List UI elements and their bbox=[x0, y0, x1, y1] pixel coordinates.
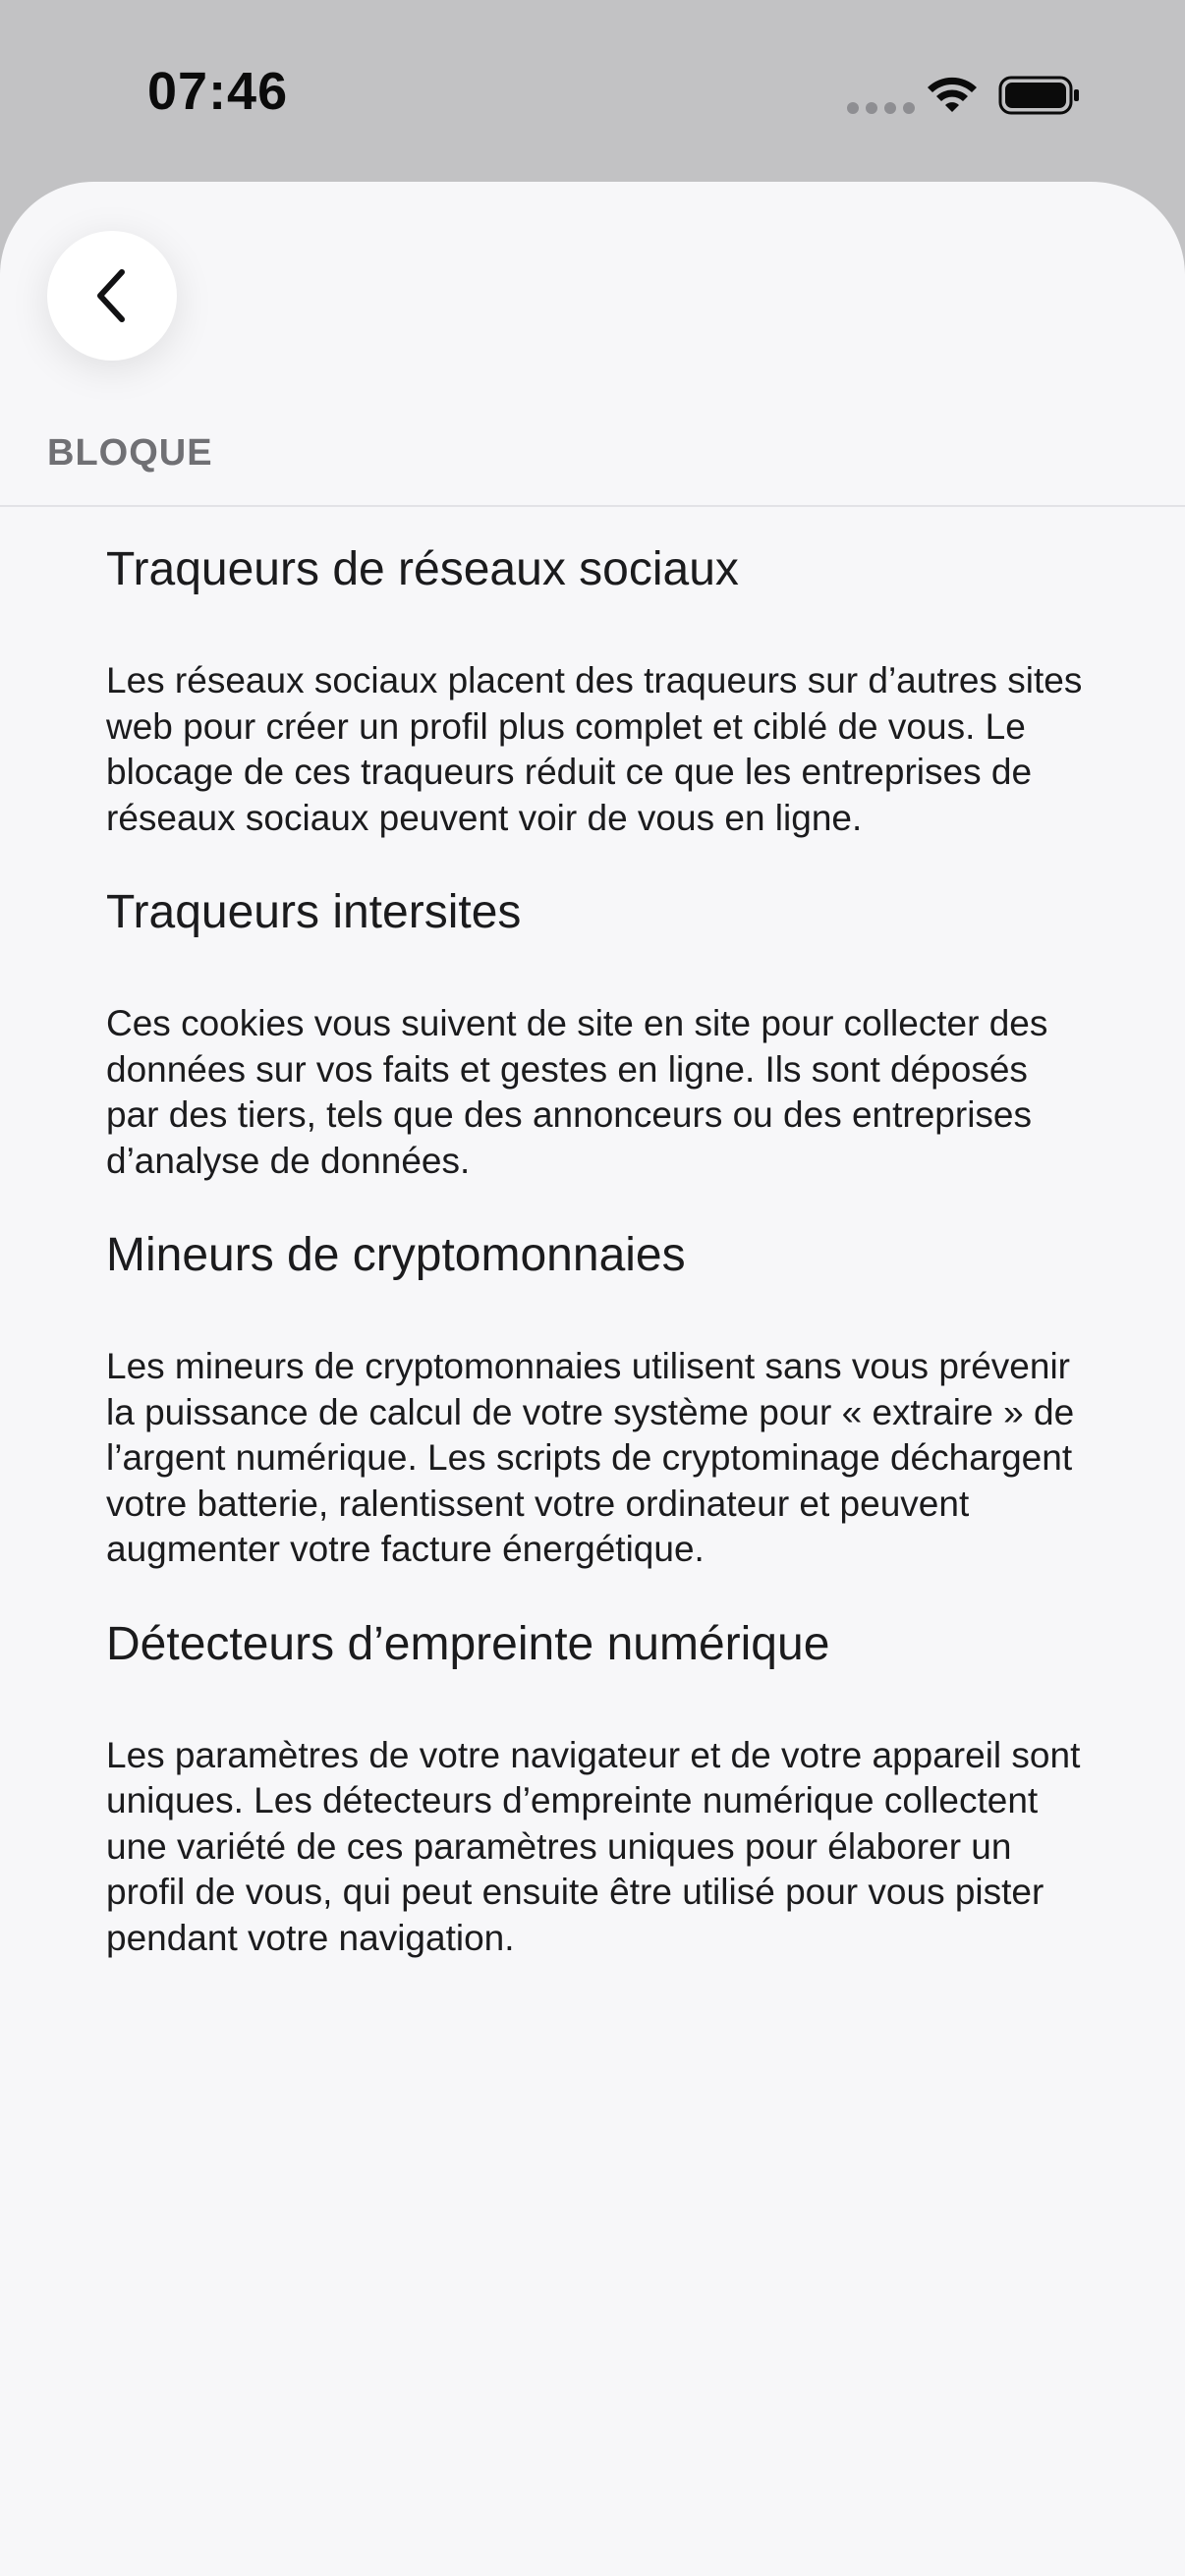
tracker-title: Détecteurs d’empreinte numérique bbox=[106, 1617, 830, 1670]
divider bbox=[0, 505, 1185, 507]
chevron-left-icon bbox=[90, 266, 134, 325]
tracker-description: Les paramètres de votre navigateur et de votre appareil sont uniques. Les détecteurs d’empreinte numérique collectent une variété de ces paramètres uniques pour élaborer un profil de vous, qui peut ensuite être utilisé pour vous pister pendant votre navigation. bbox=[106, 1734, 1081, 1958]
status-time: 07:46 bbox=[147, 62, 289, 121]
battery-icon bbox=[998, 75, 1081, 116]
tracker-item-fingerprinters bbox=[106, 1610, 1089, 1962]
tracker-description: Les mineurs de cryptomonnaies utilisent sans vous prévenir la puissance de calcul de votre système pour « extraire » de l’argent numérique. Les scripts de cryptominage déchargent votre batterie, ralentissent votre ordinateur et peuvent augmenter votre facture énergétique. bbox=[106, 1346, 1075, 1569]
tracker-description: Les réseaux sociaux placent des traqueurs sur d’autres sites web pour créer un profil plus complet et ciblé de vous. Le blocage de ces traqueurs réduit ce que les entreprises de réseaux sociaux peuvent voir de vous en ligne. bbox=[106, 660, 1083, 838]
tracker-list bbox=[106, 535, 1089, 1961]
tracker-item-cryptominers bbox=[106, 1221, 1089, 1573]
back-button[interactable] bbox=[47, 231, 177, 361]
tracker-title: Traqueurs intersites bbox=[106, 886, 522, 938]
section-header: BLOQUE bbox=[47, 432, 213, 474]
tracker-description: Ces cookies vous suivent de site en site pour collecter des données sur vos faits et gestes en ligne. Ils sont déposés par des tiers, tels que des annonceurs ou des entreprises d’analyse de données. bbox=[106, 1003, 1048, 1181]
wifi-icon bbox=[924, 73, 981, 116]
tracker-item-cross-site bbox=[106, 878, 1089, 1184]
cellular-dots-icon bbox=[847, 102, 915, 114]
tracker-title: Mineurs de cryptomonnaies bbox=[106, 1229, 686, 1281]
tracker-item-social bbox=[106, 535, 1089, 841]
sheet bbox=[0, 182, 1185, 2576]
tracker-title: Traqueurs de réseaux sociaux bbox=[106, 543, 739, 595]
status-bar bbox=[0, 0, 1185, 182]
